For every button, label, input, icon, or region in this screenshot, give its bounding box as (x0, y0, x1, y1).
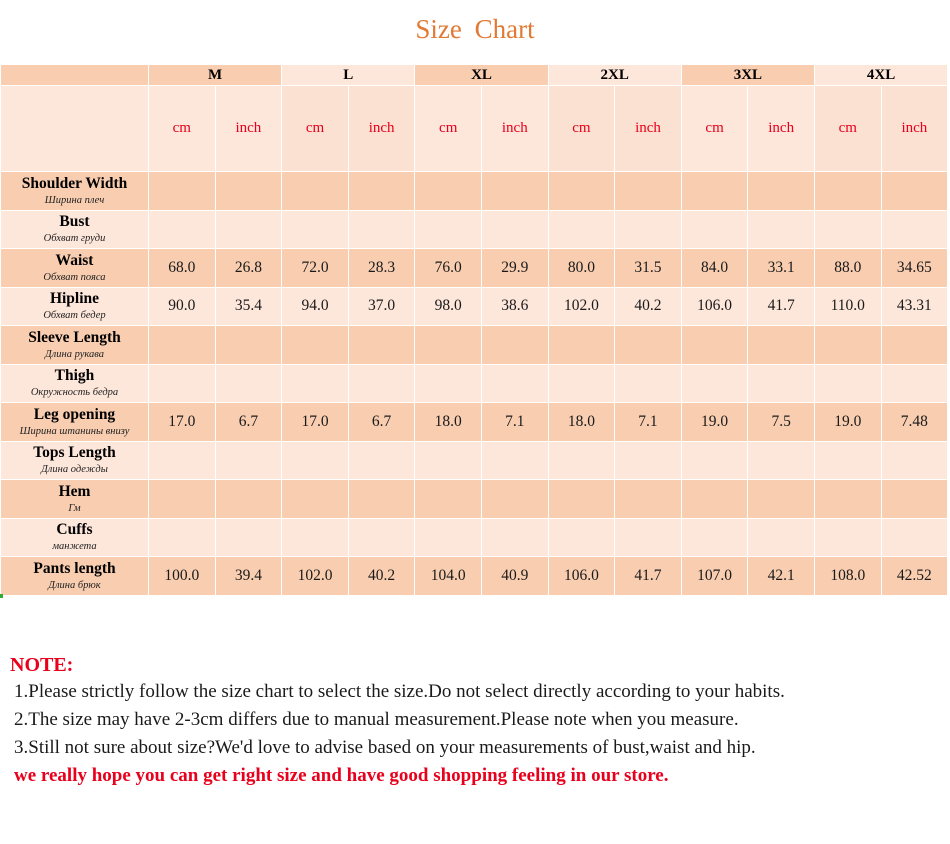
value-cell (681, 210, 748, 249)
unit-header-cell: cm (681, 86, 748, 172)
note-line-2: 2.The size may have 2-3cm differs due to manual measurement.Please note when you measure. (14, 709, 739, 730)
value-cell: 90.0 (149, 287, 216, 326)
value-cell (681, 364, 748, 403)
page-title: Size Chart (415, 14, 535, 44)
unit-header-cell: inch (482, 86, 549, 172)
value-cell: 7.5 (748, 403, 815, 442)
value-cell (881, 210, 948, 249)
value-cell: 76.0 (415, 249, 482, 288)
row-label-sub: Окружность бедра (30, 387, 119, 399)
value-cell (415, 480, 482, 519)
value-cell (748, 364, 815, 403)
value-cell (482, 441, 549, 480)
value-cell: 94.0 (282, 287, 349, 326)
value-cell (748, 518, 815, 557)
value-cell (282, 518, 349, 557)
table-row (1, 287, 948, 326)
value-cell (748, 326, 815, 365)
value-cell (282, 326, 349, 365)
value-cell (282, 364, 349, 403)
value-cell: 108.0 (814, 557, 881, 596)
value-cell (881, 518, 948, 557)
value-cell (282, 210, 349, 249)
value-cell (482, 210, 549, 249)
value-cell (681, 518, 748, 557)
value-cell: 19.0 (814, 403, 881, 442)
value-cell (748, 480, 815, 519)
value-cell: 42.1 (748, 557, 815, 596)
value-cell: 110.0 (814, 287, 881, 326)
value-cell (548, 172, 615, 211)
value-cell (681, 326, 748, 365)
table-row (1, 441, 948, 480)
value-cell: 106.0 (548, 557, 615, 596)
value-cell: 102.0 (548, 287, 615, 326)
value-cell (615, 326, 682, 365)
row-label-sub: Длина брюк (48, 579, 101, 591)
note-line-3: 3.Still not sure about size?We'd love to advise based on your measurements of bust,waist and hip. (14, 737, 756, 758)
table-row (1, 210, 948, 249)
value-cell (548, 480, 615, 519)
value-cell (881, 326, 948, 365)
value-cell: 6.7 (348, 403, 415, 442)
table-row (1, 364, 948, 403)
table-row (1, 249, 948, 288)
row-label (1, 480, 149, 519)
value-cell: 31.5 (615, 249, 682, 288)
row-label-main: Waist (55, 251, 94, 269)
row-label (1, 172, 149, 211)
row-label-main: Hem (58, 482, 91, 500)
row-label-sub: Обхват груди (43, 233, 106, 245)
note-line-1: 1.Please strictly follow the size chart to select the size.Do not select directly according to your habits. (14, 681, 785, 702)
value-cell (548, 326, 615, 365)
value-cell (681, 441, 748, 480)
value-cell (615, 364, 682, 403)
value-cell (149, 441, 216, 480)
table-row (1, 518, 948, 557)
value-cell: 107.0 (681, 557, 748, 596)
size-header-cell: 4XL (814, 65, 947, 86)
value-cell (348, 518, 415, 557)
row-label-sub: Ширина плеч (44, 194, 105, 206)
row-label-sub: Длина одежды (41, 464, 108, 476)
size-header-cell: L (282, 65, 415, 86)
row-label-main: Thigh (54, 367, 95, 385)
value-cell (881, 172, 948, 211)
value-cell (814, 518, 881, 557)
value-cell (215, 441, 282, 480)
value-cell: 28.3 (348, 249, 415, 288)
value-cell (881, 480, 948, 519)
value-cell (814, 364, 881, 403)
value-cell (482, 364, 549, 403)
value-cell (415, 326, 482, 365)
value-cell (149, 518, 216, 557)
value-cell: 18.0 (548, 403, 615, 442)
table-row (1, 326, 948, 365)
value-cell: 106.0 (681, 287, 748, 326)
size-header-cell: XL (415, 65, 548, 86)
value-cell (615, 518, 682, 557)
value-cell (348, 441, 415, 480)
row-label (1, 403, 149, 442)
notes-heading: NOTE: (10, 654, 74, 676)
row-label-main: Leg opening (33, 405, 116, 423)
row-label-sub: Обхват бедер (43, 310, 106, 322)
value-cell (482, 518, 549, 557)
value-cell: 7.1 (615, 403, 682, 442)
value-cell (215, 210, 282, 249)
row-label (1, 518, 149, 557)
value-cell: 18.0 (415, 403, 482, 442)
row-label (1, 326, 149, 365)
value-cell (215, 480, 282, 519)
value-cell: 68.0 (149, 249, 216, 288)
value-cell (348, 210, 415, 249)
value-cell (814, 326, 881, 365)
value-cell (615, 480, 682, 519)
value-cell (415, 172, 482, 211)
header-corner (1, 65, 149, 86)
value-cell (348, 364, 415, 403)
value-cell (548, 441, 615, 480)
value-cell: 40.9 (482, 557, 549, 596)
size-header-row (1, 65, 948, 86)
table-row (1, 480, 948, 519)
value-cell: 38.6 (482, 287, 549, 326)
value-cell: 7.48 (881, 403, 948, 442)
value-cell: 72.0 (282, 249, 349, 288)
value-cell (814, 441, 881, 480)
value-cell (215, 364, 282, 403)
row-label-main: Sleeve Length (28, 328, 121, 346)
value-cell: 29.9 (482, 249, 549, 288)
row-label-main: Tops Length (33, 444, 116, 462)
value-cell (415, 441, 482, 480)
value-cell (149, 326, 216, 365)
value-cell: 84.0 (681, 249, 748, 288)
value-cell: 17.0 (282, 403, 349, 442)
value-cell (215, 172, 282, 211)
value-cell: 26.8 (215, 249, 282, 288)
value-cell: 7.1 (482, 403, 549, 442)
value-cell (881, 364, 948, 403)
unit-header-cell: inch (348, 86, 415, 172)
value-cell: 40.2 (615, 287, 682, 326)
value-cell (348, 326, 415, 365)
value-cell (482, 172, 549, 211)
unit-header-cell: cm (548, 86, 615, 172)
value-cell (215, 518, 282, 557)
value-cell: 80.0 (548, 249, 615, 288)
value-cell: 104.0 (415, 557, 482, 596)
row-label-sub: манжета (52, 541, 97, 553)
size-chart-table (0, 64, 948, 596)
edge-mark (0, 594, 3, 598)
value-cell (149, 210, 216, 249)
unit-header-cell: inch (881, 86, 948, 172)
row-label-sub: Длина рукава (44, 348, 104, 360)
unit-header-cell: inch (615, 86, 682, 172)
table-row (1, 403, 948, 442)
value-cell: 98.0 (415, 287, 482, 326)
row-label-main: Pants length (33, 559, 116, 577)
value-cell (748, 210, 815, 249)
value-cell (681, 172, 748, 211)
value-cell (415, 518, 482, 557)
value-cell (615, 172, 682, 211)
value-cell: 19.0 (681, 403, 748, 442)
value-cell: 6.7 (215, 403, 282, 442)
table-row (1, 172, 948, 211)
value-cell (415, 210, 482, 249)
value-cell (348, 480, 415, 519)
value-cell: 41.7 (615, 557, 682, 596)
unit-header-cell: cm (149, 86, 216, 172)
value-cell (282, 480, 349, 519)
row-label-sub: Ширина штанины внизу (19, 425, 130, 437)
size-header-cell: M (149, 65, 282, 86)
row-label (1, 364, 149, 403)
unit-header-cell: inch (748, 86, 815, 172)
header-corner-unit (1, 86, 149, 172)
value-cell (748, 441, 815, 480)
unit-header-cell: inch (215, 86, 282, 172)
row-label-main: Hipline (49, 290, 100, 308)
unit-header-row (1, 86, 948, 172)
size-header-cell: 3XL (681, 65, 814, 86)
row-label-main: Bust (59, 213, 90, 231)
value-cell (548, 518, 615, 557)
note-closing: we really hope you can get right size and have good shopping feeling in our store. (14, 765, 669, 786)
value-cell (149, 172, 216, 211)
value-cell (814, 480, 881, 519)
value-cell (149, 364, 216, 403)
value-cell (615, 210, 682, 249)
row-label-main: Shoulder Width (21, 174, 128, 192)
value-cell: 41.7 (748, 287, 815, 326)
value-cell: 43.31 (881, 287, 948, 326)
value-cell (814, 210, 881, 249)
value-cell (348, 172, 415, 211)
row-label (1, 287, 149, 326)
row-label-sub: Гм (68, 502, 81, 514)
value-cell: 33.1 (748, 249, 815, 288)
value-cell (149, 480, 216, 519)
value-cell (415, 364, 482, 403)
value-cell: 40.2 (348, 557, 415, 596)
size-header-cell: 2XL (548, 65, 681, 86)
value-cell (615, 441, 682, 480)
value-cell (748, 172, 815, 211)
value-cell: 35.4 (215, 287, 282, 326)
value-cell (881, 441, 948, 480)
value-cell (548, 210, 615, 249)
unit-header-cell: cm (282, 86, 349, 172)
row-label (1, 249, 149, 288)
unit-header-cell: cm (415, 86, 482, 172)
value-cell (482, 480, 549, 519)
notes-section (10, 652, 940, 790)
row-label-sub: Обхват пояса (43, 271, 106, 283)
row-label-main: Cuffs (56, 521, 93, 539)
value-cell (548, 364, 615, 403)
value-cell (282, 172, 349, 211)
row-label (1, 441, 149, 480)
value-cell: 42.52 (881, 557, 948, 596)
value-cell: 100.0 (149, 557, 216, 596)
value-cell (215, 326, 282, 365)
value-cell: 88.0 (814, 249, 881, 288)
row-label (1, 210, 149, 249)
table-row (1, 557, 948, 596)
value-cell: 37.0 (348, 287, 415, 326)
value-cell: 39.4 (215, 557, 282, 596)
unit-header-cell: cm (814, 86, 881, 172)
value-cell (482, 326, 549, 365)
value-cell: 17.0 (149, 403, 216, 442)
value-cell (814, 172, 881, 211)
value-cell: 34.65 (881, 249, 948, 288)
row-label (1, 557, 149, 596)
value-cell (681, 480, 748, 519)
value-cell: 102.0 (282, 557, 349, 596)
value-cell (282, 441, 349, 480)
